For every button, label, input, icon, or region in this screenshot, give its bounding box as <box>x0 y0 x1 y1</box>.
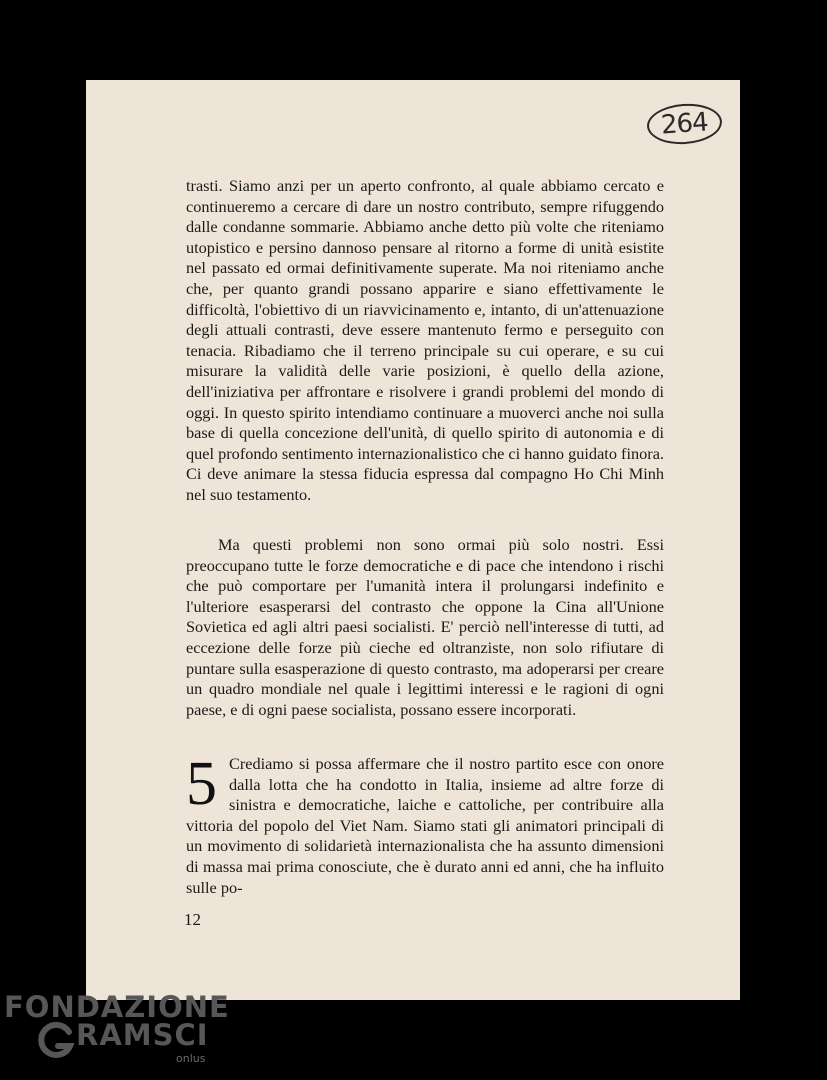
text-block-top <box>186 176 664 506</box>
fondazione-gramsci-logo <box>4 990 230 1070</box>
document-page <box>86 80 740 1000</box>
logo-line-1: FONDAZIONE <box>4 990 230 1024</box>
paragraph-1: trasti. Siamo anzi per un aperto confronto, al quale abbiamo cercato e continueremo a cercare di dare un nostro contributo, sempre rifuggendo dalle condanne sommarie. Abbiamo anche detto più volte che riteniamo utopistico e persino dannoso pensare al ritorno a forme di unità esistite nel passato ed ormai definitivamente superate. Ma noi riteniamo anche che, per quanto grandi possano apparire e siano effettivamente le difficoltà, l'obiettivo di un riavvicinamento e, intanto, di un'attenuazione degli attuali contrasti, deve essere mantenuto fermo e perseguito con tenacia. Ribadiamo che il terreno principale su cui operare, e su cui misurare la validità delle varie posizioni, è quello della azione, dell'iniziativa per affrontare e risolvere i grandi problemi del mondo di oggi. In questo spirito intendiamo continuare a muoverci anche noi sulla base di quella concezione dell'unità, di quello spirito di autonomia e di quel profondo sentimento internazionalistico che ci hanno guidato finora. Ci deve animare la stessa fiducia espressa dal compagno Ho Chi Minh nel suo testamento. <box>186 176 664 504</box>
logo-g-icon <box>36 1020 76 1060</box>
section-5-text: Crediamo si possa affermare che il nostro partito esce con onore dalla lotta che ha condotto in Italia, insieme ad altre forze di sinistra e democratiche, laiche e cattoliche, per contribuire alla vittoria del popolo del Viet Nam. Siamo stati gli animatori principali di un movimento di solidarietà internazionalista che ha assunto dimensioni di massa mai prima conosciute, che è durato anni ed anni, che ha influito sulle po- <box>186 754 664 897</box>
text-block-middle <box>186 535 664 720</box>
section-number-dropcap: 5 <box>186 750 217 818</box>
page-number: 12 <box>184 910 201 929</box>
logo-subtitle: onlus <box>176 1052 206 1065</box>
logo-line-2: RAMSCI <box>76 1018 209 1052</box>
archive-number-stamp: 264 <box>646 101 723 146</box>
paragraph-2: Ma questi problemi non sono ormai più solo nostri. Essi preoccupano tutte le forze democratiche e di pace che intendono i rischi che può comportare per l'umanità intera il prolungarsi indefinito e l'ulteriore esasperarsi del contrasto che oppone la Cina all'Unione Sovietica ed agli altri paesi socialisti. E' perciò nell'interesse di tutti, ad eccezione delle forze più cieche ed oltranziste, non solo rifiutare di puntare sulla esasperazione di questo contrasto, ma adoperarsi per creare un quadro mondiale nel quale i legittimi interessi e le ragioni di ogni paese, e di ogni paese socialista, possano essere incorporati. <box>186 535 664 719</box>
section-5 <box>186 750 664 898</box>
